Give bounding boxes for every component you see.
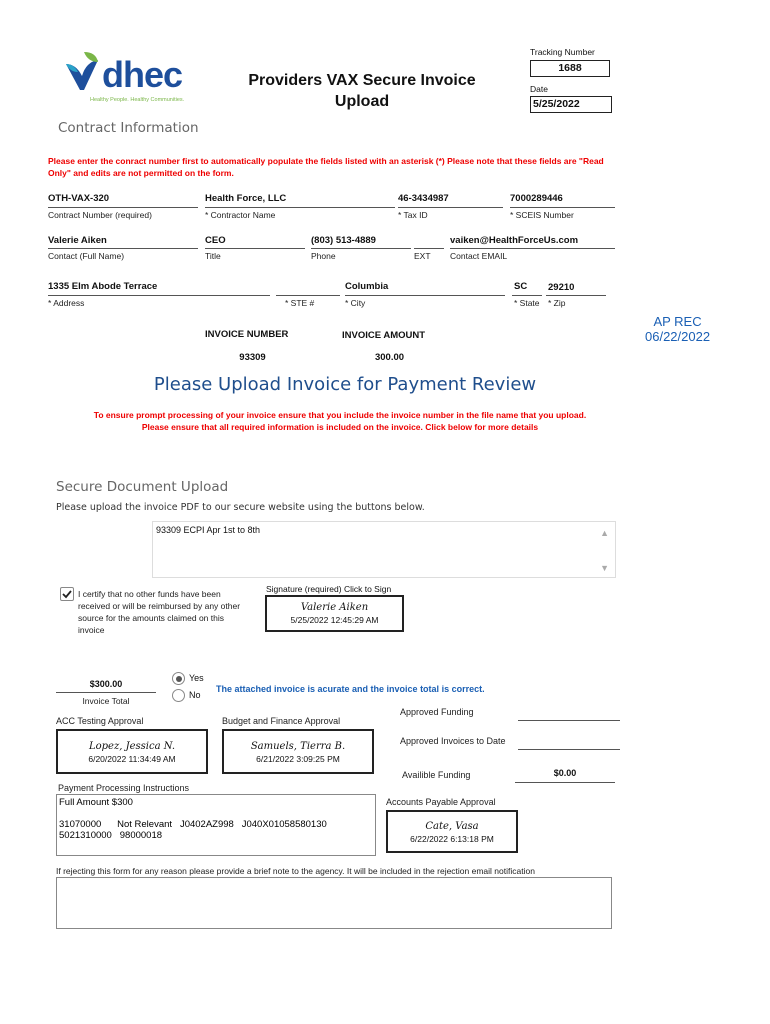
- ap-rec-stamp-date: 06/22/2022: [645, 329, 711, 344]
- rejection-note-label: If rejecting this form for any reason please provide a brief note to the agency. It will be included in the rejection email notification: [56, 866, 535, 876]
- accurate-statement: The attached invoice is acurate and the invoice total is correct.: [216, 684, 485, 694]
- tracking-number-label: Tracking Number: [530, 47, 595, 57]
- budget-approval-label: Budget and Finance Approval: [222, 716, 341, 726]
- city-field[interactable]: Columbia: [345, 281, 389, 292]
- title-label: Title: [205, 251, 221, 261]
- secure-upload-title: Secure Document Upload: [56, 479, 229, 495]
- address-field[interactable]: 1335 Elm Abode Terrace: [48, 281, 158, 292]
- approved-funding-label: Approved Funding: [400, 707, 474, 717]
- upload-heading: Please Upload Invoice for Payment Review: [153, 374, 537, 395]
- address-label: * Address: [48, 298, 85, 308]
- upload-note-1: To ensure prompt processing of your invoice ensure that you include the invoice number in the file name that you upload.: [93, 410, 587, 420]
- signature-date: 5/25/2022 12:45:29 AM: [290, 615, 379, 625]
- logo-text: dhec: [102, 54, 183, 95]
- budget-approval-date: 6/21/2022 3:09:25 PM: [256, 754, 340, 764]
- signature-label: Signature (required) Click to Sign: [266, 584, 392, 594]
- phone-label: Phone: [311, 251, 336, 261]
- title-field[interactable]: CEO: [205, 235, 226, 246]
- upload-instruction: Please upload the invoice PDF to our secure website using the buttons below.: [56, 502, 425, 513]
- signature-name: Valerie Aiken: [300, 602, 369, 613]
- logo-tagline: Healthy People. Healthy Communities.: [90, 97, 185, 103]
- dhec-logo: [62, 48, 200, 108]
- tax-id-field[interactable]: 46-3434987: [398, 193, 449, 204]
- budget-approval-signature[interactable]: [222, 729, 374, 774]
- invoice-number-field[interactable]: 93309: [239, 352, 266, 363]
- scroll-down-icon[interactable]: ▼: [600, 563, 609, 573]
- payment-instructions-field[interactable]: [56, 794, 376, 856]
- contractor-name-label: * Contractor Name: [205, 210, 276, 220]
- zip-field[interactable]: 29210: [548, 282, 575, 293]
- ext-label: EXT: [414, 251, 431, 261]
- tracking-number-field[interactable]: 1688: [530, 60, 610, 77]
- contact-name-label: Contact (Full Name): [48, 251, 125, 261]
- available-funding-field[interactable]: $0.00: [553, 768, 577, 778]
- contract-number-field[interactable]: OTH-VAX-320: [48, 193, 110, 204]
- ap-approval-signature[interactable]: [386, 810, 518, 853]
- email-field[interactable]: vaiken@HealthForceUs.com: [450, 235, 579, 246]
- certify-text: I certify that no other funds have been received or will be reimbursed by any other source for the amounts claimed on this invoice: [78, 589, 241, 635]
- certify-checkbox[interactable]: [60, 587, 74, 601]
- no-radio-label: No: [189, 690, 201, 700]
- no-radio[interactable]: [172, 689, 185, 702]
- budget-approval-name: Samuels, Tierra B.: [250, 741, 346, 752]
- uploaded-file-name[interactable]: 93309 ECPI Apr 1st to 8th: [156, 525, 261, 535]
- invoice-total-label: Invoice Total: [82, 696, 130, 706]
- ap-approval-date: 6/22/2022 6:13:18 PM: [410, 834, 494, 844]
- ap-rec-stamp-label: AP REC: [653, 314, 702, 329]
- dhec-leaf-icon: [62, 50, 106, 98]
- signature-box[interactable]: [265, 595, 404, 632]
- contract-instructions: Please enter the conract number first to automatically populate the fields listed with an asterisk (*) Please note that these fields are "Read Only" and edits are not permitted on the form.: [48, 156, 604, 178]
- invoice-number-label: INVOICE NUMBER: [205, 329, 289, 340]
- acc-approval-name: Lopez, Jessica N.: [88, 741, 176, 752]
- contact-name-field[interactable]: Valerie Aiken: [48, 235, 107, 246]
- upload-note-2: Please ensure that all required information is included on the invoice. Click below for more details: [141, 422, 539, 432]
- date-field[interactable]: 5/25/2022: [530, 96, 612, 113]
- payment-instructions-label: Payment Processing Instructions: [58, 783, 190, 793]
- sceis-number-label: * SCEIS Number: [510, 210, 574, 220]
- state-field[interactable]: SC: [514, 281, 528, 292]
- rejection-note-field[interactable]: [56, 877, 612, 929]
- state-label: * State: [514, 298, 540, 308]
- yes-radio[interactable]: [172, 672, 185, 685]
- yes-radio-dot: [176, 676, 182, 682]
- invoice-total-field[interactable]: $300.00: [89, 679, 123, 689]
- ste-label: * STE #: [285, 298, 315, 308]
- checkmark-icon: [61, 588, 73, 600]
- email-label: Contact EMAIL: [450, 251, 508, 261]
- scroll-up-icon[interactable]: ▲: [600, 528, 609, 538]
- contract-number-label: Contract Number (required): [48, 210, 152, 220]
- page-title: Providers VAX Secure Invoice Upload: [248, 72, 476, 110]
- uploaded-file-list[interactable]: [152, 521, 616, 578]
- sceis-number-field[interactable]: 7000289446: [510, 193, 563, 204]
- ap-approval-label: Accounts Payable Approval: [386, 797, 496, 807]
- available-funding-label: Availible Funding: [402, 770, 471, 780]
- invoice-amount-label: INVOICE AMOUNT: [342, 330, 426, 341]
- zip-label: * Zip: [548, 298, 566, 308]
- invoice-amount-field[interactable]: 300.00: [374, 352, 405, 363]
- contractor-name-field[interactable]: Health Force, LLC: [205, 193, 287, 204]
- approved-invoices-label: Approved Invoices to Date: [400, 736, 506, 746]
- ap-rec-stamp: [645, 314, 710, 344]
- acc-approval-label: ACC Testing Approval: [56, 716, 144, 726]
- tax-id-label: * Tax ID: [398, 210, 428, 220]
- acc-approval-date: 6/20/2022 11:34:49 AM: [88, 754, 176, 764]
- ap-approval-name: Cate, Vasa: [425, 821, 479, 832]
- yes-radio-label: Yes: [189, 673, 204, 683]
- phone-field[interactable]: (803) 513-4889: [311, 235, 376, 246]
- acc-approval-signature[interactable]: [56, 729, 208, 774]
- city-label: * City: [345, 298, 366, 308]
- date-label: Date: [530, 84, 548, 94]
- contract-section-title: Contract Information: [58, 120, 199, 136]
